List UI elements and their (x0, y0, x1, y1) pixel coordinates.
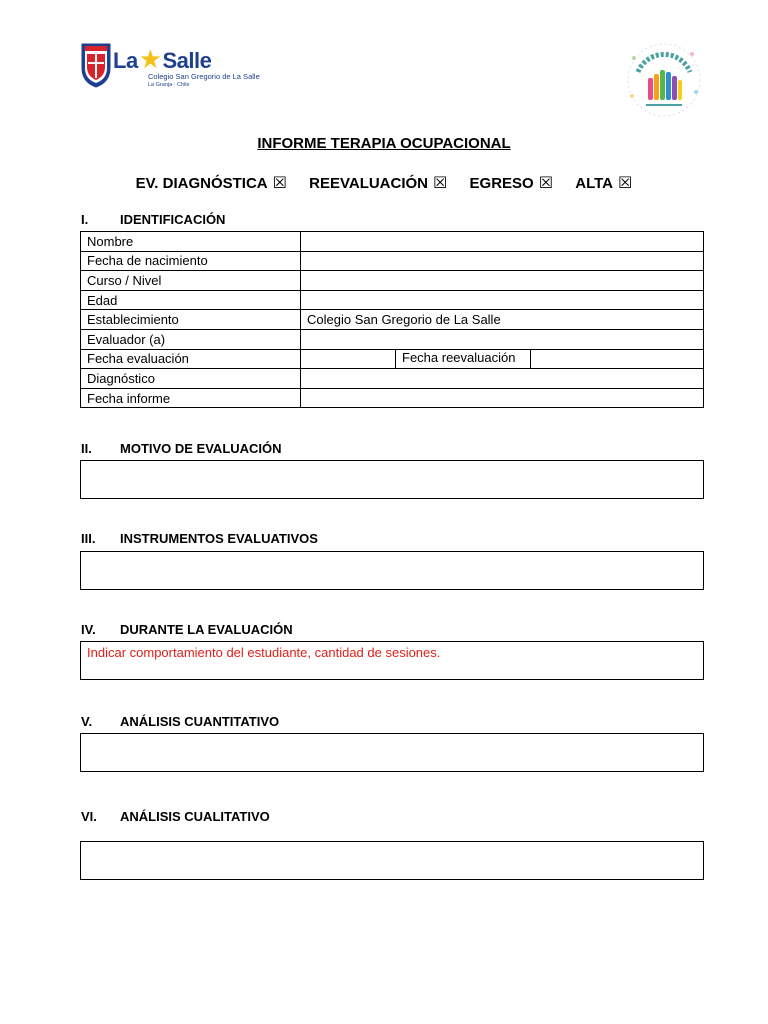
row-label: Establecimiento (81, 310, 301, 330)
table-row (81, 290, 704, 310)
analisis-cualitativo-field[interactable] (80, 841, 704, 880)
brand-name: La★Salle (113, 44, 212, 74)
fecha-reevaluacion-field[interactable] (531, 350, 703, 369)
report-type-options (0, 173, 768, 193)
checkbox-icon[interactable]: ☒ (433, 175, 448, 192)
brand-location: La Granja · Chile (148, 82, 190, 88)
row-label: Fecha de nacimiento (81, 251, 301, 271)
fecha-evaluacion-field[interactable] (301, 350, 396, 369)
school-shield-icon (80, 42, 112, 88)
curso-nivel-field[interactable] (301, 271, 704, 291)
fecha-evaluacion-cell (301, 349, 704, 369)
option-egreso: EGRESO ☒ (469, 175, 554, 192)
table-row (81, 369, 704, 389)
fecha-informe-field[interactable] (301, 388, 704, 408)
row-label: Edad (81, 290, 301, 310)
table-row (81, 271, 704, 291)
checkbox-icon[interactable]: ☒ (618, 175, 633, 192)
establecimiento-field[interactable]: Colegio San Gregorio de La Salle (301, 310, 704, 330)
checkbox-icon[interactable]: ☒ (538, 175, 554, 192)
section-motivo-header: II. MOTIVO DE EVALUACIÓN (81, 441, 282, 456)
document-title: INFORME TERAPIA OCUPACIONAL (257, 135, 511, 152)
nombre-field[interactable] (301, 232, 704, 252)
integration-program-logo (624, 40, 704, 120)
table-row (81, 349, 704, 369)
row-label: Curso / Nivel (81, 271, 301, 291)
option-reevaluacion: REEVALUACIÓN ☒ (309, 175, 448, 192)
star-icon: ★ (138, 44, 162, 74)
section-instrumentos-header: III. INSTRUMENTOS EVALUATIVOS (81, 531, 318, 546)
section-durante-header: IV. DURANTE LA EVALUACIÓN (81, 622, 293, 637)
durante-evaluacion-field[interactable] (80, 641, 704, 680)
analisis-cuantitativo-field[interactable] (80, 733, 704, 772)
evaluador-field[interactable] (301, 329, 704, 349)
identification-table (80, 231, 704, 408)
option-diagnostica: EV. DIAGNÓSTICA ☒ (135, 175, 287, 192)
table-row (81, 251, 704, 271)
row-label: Fecha evaluación (81, 349, 301, 369)
section-identificacion-header: I. IDENTIFICACIÓN (81, 212, 226, 227)
fecha-nacimiento-field[interactable] (301, 251, 704, 271)
table-row (81, 388, 704, 408)
table-row (81, 232, 704, 252)
row-label: Fecha informe (81, 388, 301, 408)
checkbox-icon[interactable]: ☒ (272, 175, 287, 192)
section-cualitativo-header: VI. ANÁLISIS CUALITATIVO (81, 809, 270, 824)
row-label: Nombre (81, 232, 301, 252)
row-label: Evaluador (a) (81, 329, 301, 349)
row-label: Diagnóstico (81, 369, 301, 389)
section-cuantitativo-header: V. ANÁLISIS CUANTITATIVO (81, 714, 280, 729)
instruction-hint: Indicar comportamiento del estudiante, cantidad de sesiones. (87, 645, 441, 660)
brand-subtitle: Colegio San Gregorio de La Salle (148, 72, 260, 81)
option-alta: ALTA ☒ (575, 175, 633, 192)
table-row (81, 329, 704, 349)
program-emblem-icon (624, 40, 704, 120)
diagnostico-field[interactable] (301, 369, 704, 389)
motivo-evaluacion-field[interactable] (80, 460, 704, 499)
edad-field[interactable] (301, 290, 704, 310)
la-salle-logo (80, 42, 260, 92)
table-row (81, 310, 704, 330)
instrumentos-evaluativos-field[interactable] (80, 551, 704, 590)
fecha-reevaluacion-label: Fecha reevaluación (396, 350, 531, 369)
